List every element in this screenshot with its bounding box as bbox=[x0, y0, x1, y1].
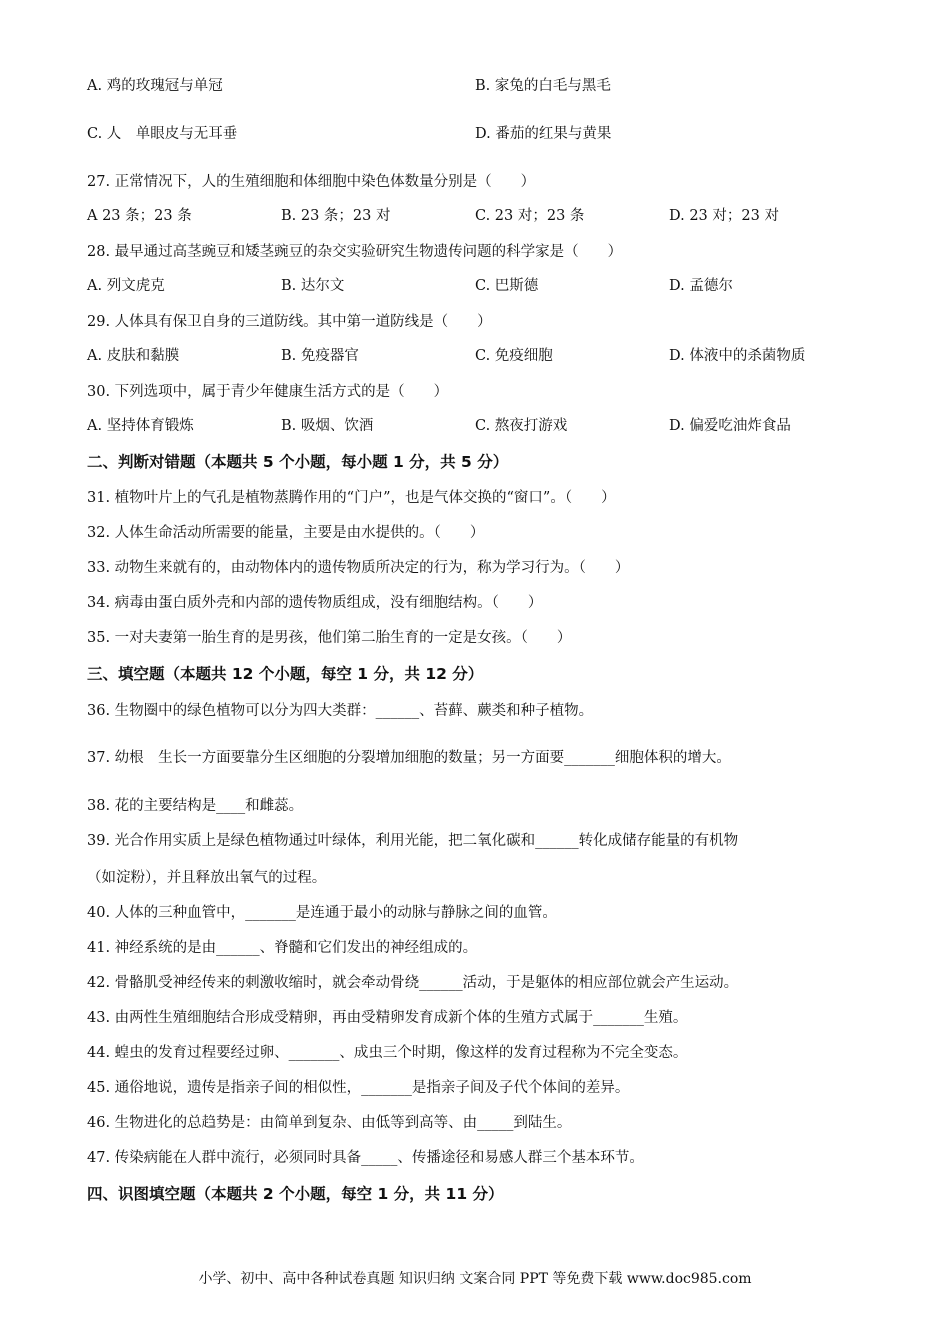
q28-option-c: C. 巴斯德 bbox=[475, 278, 539, 294]
q28-option-d: D. 孟德尔 bbox=[669, 278, 733, 294]
q29-stem: 29. 人体具有保卫自身的三道防线。其中第一道防线是（ ） bbox=[87, 314, 492, 330]
q30-option-a: A. 坚持体育锻炼 bbox=[87, 418, 194, 434]
tf-question-33: 33. 动物生来就有的，由动物体内的遗传物质所决定的行为，称为学习行为。（ ） bbox=[87, 560, 630, 576]
fill-question-47: 47. 传染病能在人群中流行，必须同时具备_____、传播途径和易感人群三个基本环节。 bbox=[87, 1150, 644, 1166]
q26-option-d: D. 番茄的红果与黄果 bbox=[475, 126, 612, 142]
q28-stem: 28. 最早通过高茎豌豆和矮茎豌豆的杂交实验研究生物遗传问题的科学家是（ ） bbox=[87, 244, 623, 260]
fill-question-46: 46. 生物进化的总趋势是：由简单到复杂、由低等到高等、由_____到陆生。 bbox=[87, 1115, 572, 1131]
q27-option-b: B. 23 条；23 对 bbox=[281, 208, 391, 224]
section-heading-true-false: 二、判断对错题（本题共 5 个小题，每小题 1 分，共 5 分） bbox=[87, 453, 509, 471]
q27-option-a: A 23 条；23 条 bbox=[87, 208, 192, 224]
q30-stem: 30. 下列选项中，属于青少年健康生活方式的是（ ） bbox=[87, 384, 449, 400]
fill-question-41: 41. 神经系统的是由______、脊髓和它们发出的神经组成的。 bbox=[87, 940, 478, 956]
fill-question-40: 40. 人体的三种血管中，_______是连通于最小的动脉与静脉之间的血管。 bbox=[87, 905, 557, 921]
q27-option-d: D. 23 对；23 对 bbox=[669, 208, 779, 224]
tf-question-31: 31. 植物叶片上的气孔是植物蒸腾作用的“门户”，也是气体交换的“窗口”。（ ） bbox=[87, 490, 616, 506]
fill-question-38: 38. 花的主要结构是____和雌蕊。 bbox=[87, 798, 304, 814]
page-footer: 小学、初中、高中各种试卷真题 知识归纳 文案合同 PPT 等免费下载 www.doc985.com bbox=[198, 1271, 752, 1287]
section-heading-fill-blank: 三、填空题（本题共 12 个小题，每空 1 分，共 12 分） bbox=[87, 665, 484, 683]
tf-question-32: 32. 人体生命活动所需要的能量，主要是由水提供的。（ ） bbox=[87, 525, 485, 541]
q30-option-c: C. 熬夜打游戏 bbox=[475, 418, 568, 434]
q26-option-a: A. 鸡的玫瑰冠与单冠 bbox=[87, 78, 223, 94]
q26-option-b: B. 家兔的白毛与黑毛 bbox=[475, 78, 611, 94]
q27-option-c: C. 23 对；23 条 bbox=[475, 208, 585, 224]
fill-question-37: 37. 幼根 生长一方面要靠分生区细胞的分裂增加细胞的数量；另一方面要_______细胞体积的增大。 bbox=[87, 750, 731, 766]
section-heading-diagram: 四、识图填空题（本题共 2 个小题，每空 1 分，共 11 分） bbox=[87, 1185, 504, 1203]
fill-question-39-cont: （如淀粉），并且释放出氧气的过程。 bbox=[87, 870, 327, 886]
tf-question-35: 35. 一对夫妻第一胎生育的是男孩，他们第二胎生育的一定是女孩。（ ） bbox=[87, 630, 572, 646]
fill-question-44: 44. 蝗虫的发育过程要经过卵、_______、成虫三个时期，像这样的发育过程称为不完全变态。 bbox=[87, 1045, 688, 1061]
fill-question-43: 43. 由两性生殖细胞结合形成受精卵，再由受精卵发育成新个体的生殖方式属于_______生殖。 bbox=[87, 1010, 688, 1026]
q30-option-d: D. 偏爱吃油炸食品 bbox=[669, 418, 791, 434]
q26-option-c: C. 人 单眼皮与无耳垂 bbox=[87, 126, 238, 142]
q29-option-b: B. 免疫器官 bbox=[281, 348, 359, 364]
fill-question-39: 39. 光合作用实质上是绿色植物通过叶绿体，利用光能，把二氧化碳和______转化成储存能量的有机物 bbox=[87, 833, 739, 849]
fill-question-36: 36. 生物圈中的绿色植物可以分为四大类群：______、苔藓、蕨类和种子植物。 bbox=[87, 703, 594, 719]
q29-option-d: D. 体液中的杀菌物质 bbox=[669, 348, 806, 364]
fill-question-45: 45. 通俗地说，遗传是指亲子间的相似性，_______是指亲子间及子代个体间的差异。 bbox=[87, 1080, 630, 1096]
q28-option-a: A. 列文虎克 bbox=[87, 278, 165, 294]
q28-option-b: B. 达尔文 bbox=[281, 278, 345, 294]
q29-option-c: C. 免疫细胞 bbox=[475, 348, 553, 364]
q27-stem: 27. 正常情况下，人的生殖细胞和体细胞中染色体数量分别是（ ） bbox=[87, 174, 536, 190]
fill-question-42: 42. 骨骼肌受神经传来的刺激收缩时，就会牵动骨绕______活动，于是躯体的相应部位就会产生运动。 bbox=[87, 975, 739, 991]
tf-question-34: 34. 病毒由蛋白质外壳和内部的遗传物质组成，没有细胞结构。（ ） bbox=[87, 595, 543, 611]
q30-option-b: B. 吸烟、饮酒 bbox=[281, 418, 374, 434]
q29-option-a: A. 皮肤和黏膜 bbox=[87, 348, 180, 364]
